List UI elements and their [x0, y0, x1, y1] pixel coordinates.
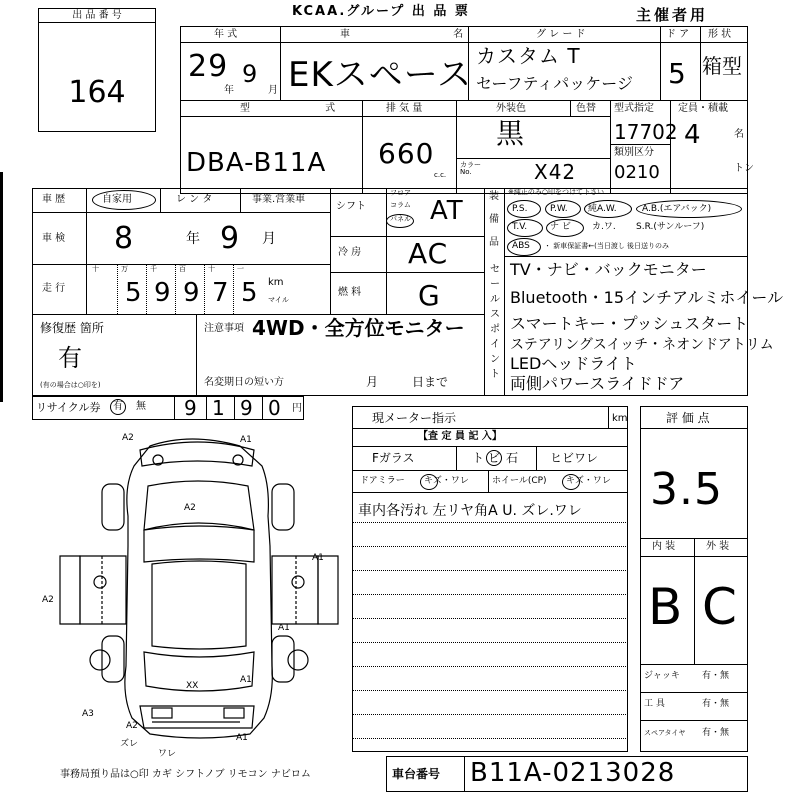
- mirror-label: ドアミラー: [360, 476, 405, 486]
- recycle-digit: 9: [184, 396, 198, 420]
- jack-yesno: 有・無: [702, 671, 730, 681]
- glass-label: Fガラス: [372, 451, 415, 465]
- shift-column: コラム: [390, 201, 411, 209]
- shaken-label: 車 検: [42, 233, 66, 244]
- sales-point-label-char: セ: [490, 264, 500, 275]
- equipment-label-1: 装: [489, 191, 499, 202]
- model-label: 型 式: [240, 103, 372, 114]
- history-business: 事業.営業車: [252, 194, 306, 205]
- car-condition-diagram: [40, 426, 340, 766]
- mileage-digit: 7: [212, 278, 230, 308]
- capacity-label: 定員・積載: [678, 103, 728, 114]
- group-title: KCAA.グループ 出 品 票: [292, 4, 470, 19]
- exterior-label: 外装色: [496, 103, 526, 114]
- history-label: 車 歴: [42, 194, 66, 205]
- glass-opt-crack: ヒビワレ: [550, 451, 599, 465]
- car-name-label: 車 名: [340, 29, 514, 40]
- repair-value: 有: [58, 344, 83, 372]
- equip-abs: ABS: [512, 241, 530, 251]
- type-designation-label: 型式指定: [614, 103, 654, 114]
- mileage-digit: 5: [241, 278, 259, 308]
- cc-unit: c.c.: [434, 171, 447, 179]
- history-private: 自家用: [102, 194, 132, 205]
- name-change-label: 名変期日の短い方: [204, 377, 284, 388]
- interior-grade: B: [648, 578, 684, 636]
- shaken-year-unit: 年: [186, 231, 200, 247]
- sales-point-label-char: ス: [490, 309, 500, 320]
- name-change-day: 日まで: [412, 375, 449, 389]
- damage-mark: A1: [240, 675, 252, 685]
- inspector-comment: 車内各汚れ 左リヤ角A U. ズレ.ワレ: [358, 503, 582, 519]
- month-unit: 月: [268, 85, 278, 96]
- damage-mark: A2: [42, 595, 54, 605]
- notes-value: 4WD・全方位モニター: [252, 316, 465, 340]
- year-label: 年 式: [214, 29, 238, 40]
- car-name-value: EKスペース: [288, 55, 473, 95]
- spare-yesno: 有・無: [702, 728, 730, 738]
- equip-tv: T.V.: [512, 222, 528, 232]
- mile-unit: マイル: [268, 296, 289, 304]
- equip-pw: P.W.: [550, 204, 568, 214]
- damage-mark: A1: [240, 435, 252, 445]
- repair-label: 修復歴 箇所: [40, 321, 104, 335]
- organizer-label: 主催者用: [636, 6, 709, 24]
- capacity-unit: 名: [734, 129, 744, 140]
- exterior-grade: C: [702, 578, 738, 636]
- model-value: DBA-B11A: [186, 148, 327, 178]
- meter-km: km: [612, 413, 628, 424]
- equip-ps: P.S.: [512, 204, 528, 214]
- mileage-place-label: 一: [237, 265, 244, 273]
- glass-opt-to: ト: [472, 451, 485, 465]
- damage-mark: A1: [278, 623, 290, 633]
- km-unit: km: [268, 277, 284, 288]
- damage-mark: XX: [186, 681, 199, 691]
- sales-point-label-char: ト: [490, 369, 500, 380]
- sales-point-label-char: ン: [490, 354, 500, 365]
- equip-navi: ナ ビ: [550, 222, 571, 232]
- grade-value-1: カスタム T: [476, 44, 581, 68]
- mileage-label: 走 行: [42, 283, 66, 294]
- mileage-place-label: 十: [208, 265, 215, 273]
- equip-aw: 純A.W.: [588, 204, 617, 214]
- equipment-label-2: 備: [489, 214, 499, 225]
- jack-label: ジャッキ: [644, 671, 680, 681]
- doors-value: 5: [668, 57, 687, 90]
- office-note: 事務局預り品は○印 カギ シフトノブ リモコン ナビロム: [60, 769, 311, 780]
- glass-opt-bi: ビ: [488, 451, 501, 465]
- sales-point-3: スマートキー・プッシュスタート: [510, 314, 749, 333]
- damage-mark: A2: [184, 503, 196, 513]
- tools-yesno: 有・無: [702, 699, 730, 709]
- interior-label: 内 装: [652, 541, 676, 552]
- sales-point-label-char: ポ: [490, 324, 500, 335]
- chassis-label: 車台番号: [392, 767, 441, 781]
- sales-point-label-char: ル: [490, 294, 500, 305]
- displacement-value: 660: [378, 137, 435, 170]
- meter-label: 現メーター指示: [372, 411, 457, 425]
- wheel-opts: キズ・ワレ: [566, 476, 611, 486]
- sales-point-6: 両側パワースライドドア: [510, 374, 685, 393]
- inspector-label: 【査 定 員 記 入】: [418, 431, 502, 442]
- sales-point-label-char: ー: [490, 279, 500, 290]
- recycle-label: リサイクル券: [36, 401, 101, 414]
- grade-value-2: セーフティパッケージ: [476, 74, 633, 93]
- mileage-digit: 9: [154, 278, 172, 308]
- mileage-place-label: 百: [179, 265, 186, 273]
- chassis-number: B11A-0213028: [470, 758, 676, 788]
- type-designation-value: 17702: [614, 120, 678, 144]
- sales-point-5: LEDヘッドライト: [510, 354, 637, 373]
- shaken-month: 9: [220, 221, 241, 256]
- sales-point-2: Bluetooth・15インチアルミホイール: [510, 288, 784, 307]
- equip-warranty: ・ 新車保証書←(当日渡し 後日送りのみ: [544, 242, 670, 250]
- shift-label: シフト: [336, 201, 366, 212]
- mileage-digit: 5: [125, 278, 143, 308]
- mirror-opts: キズ・ワレ: [424, 476, 469, 486]
- exterior-color-value: 黒: [496, 117, 526, 150]
- damage-mark: A1: [236, 733, 248, 743]
- fuel-label: 燃 料: [338, 287, 362, 298]
- damage-mark: ズレ: [120, 739, 139, 749]
- doors-label: ド ア: [666, 29, 690, 40]
- class-value: 0210: [614, 162, 660, 183]
- capacity-value: 4: [684, 120, 702, 150]
- equip-kawa: カ.ワ.: [592, 222, 616, 232]
- ac-label: 冷 房: [338, 247, 362, 258]
- mileage-digit: 9: [183, 278, 201, 308]
- damage-mark: A2: [122, 433, 134, 443]
- damage-mark: A3: [82, 709, 94, 719]
- recycle-digit: 0: [268, 396, 282, 420]
- month-value: 9: [242, 60, 259, 88]
- damage-mark: A2: [126, 721, 138, 731]
- lot-number: 164: [68, 75, 126, 110]
- name-change-month: 月: [366, 375, 379, 389]
- sales-point-4: ステアリングスイッチ・ネオンドアトリム: [510, 337, 774, 353]
- shift-value: AT: [430, 196, 464, 226]
- body-label: 形 状: [708, 29, 732, 40]
- glass-opt-stone: 石: [506, 451, 519, 465]
- sales-point-label: [486, 262, 504, 382]
- equip-sr: S.R.(サンルーフ): [636, 222, 705, 232]
- shift-floor: フロア: [390, 189, 411, 197]
- shift-panel: パネル: [390, 215, 411, 223]
- color-no-value: X42: [534, 160, 577, 184]
- grade-label: グ レ ー ド: [536, 29, 586, 40]
- damage-mark: A1: [312, 553, 324, 563]
- mileage-place-label: 万: [121, 265, 128, 273]
- color-change-label: 色替: [576, 103, 596, 114]
- notes-label: 注意事項: [204, 323, 244, 334]
- year-value: 29: [188, 49, 229, 84]
- yen-unit: 円: [292, 403, 302, 414]
- ac-value: AC: [408, 237, 449, 270]
- spare-label: スペアタイヤ: [644, 729, 686, 737]
- fuel-value: G: [418, 279, 441, 312]
- wheel-label: ホイール(CP): [492, 476, 547, 486]
- recycle-no: 無: [136, 401, 146, 412]
- class-label: 類別区分: [614, 147, 654, 158]
- history-rental: レ ン タ: [176, 194, 213, 205]
- color-no-label: カラー No.: [460, 161, 481, 176]
- lot-number-label: 出 品 番 号: [72, 10, 122, 21]
- mileage-place-label: 十: [92, 265, 99, 273]
- mileage-place-label: 千: [150, 265, 157, 273]
- sales-point-label-char: イ: [490, 339, 500, 350]
- rating-score: 3.5: [650, 464, 723, 515]
- equipment-label-3: 品: [489, 237, 499, 248]
- tools-label: 工 具: [644, 699, 665, 709]
- shaken-month-unit: 月: [262, 231, 276, 247]
- exterior-label: 外 装: [706, 541, 730, 552]
- year-unit: 年: [224, 85, 234, 96]
- recycle-yes: 有: [113, 401, 123, 412]
- body-value: 箱型: [702, 54, 742, 78]
- tonnage-unit: トン: [734, 163, 754, 174]
- recycle-digit: 1: [212, 396, 226, 420]
- rating-label: 評 価 点: [666, 411, 710, 425]
- equipment-note: ※純正のみ○印をつけて下さい: [508, 188, 604, 196]
- shift-circle: [386, 214, 414, 228]
- repair-note: (有の場合は○印を): [40, 381, 101, 389]
- sales-point-1: TV・ナビ・バックモニター: [510, 260, 707, 279]
- equip-ab: A.B.(エアバック): [642, 204, 712, 214]
- displacement-label: 排 気 量: [386, 103, 423, 114]
- shaken-year: 8: [114, 221, 135, 256]
- damage-mark: ワレ: [158, 749, 177, 759]
- recycle-digit: 9: [240, 396, 254, 420]
- lot-number-box: [38, 8, 156, 132]
